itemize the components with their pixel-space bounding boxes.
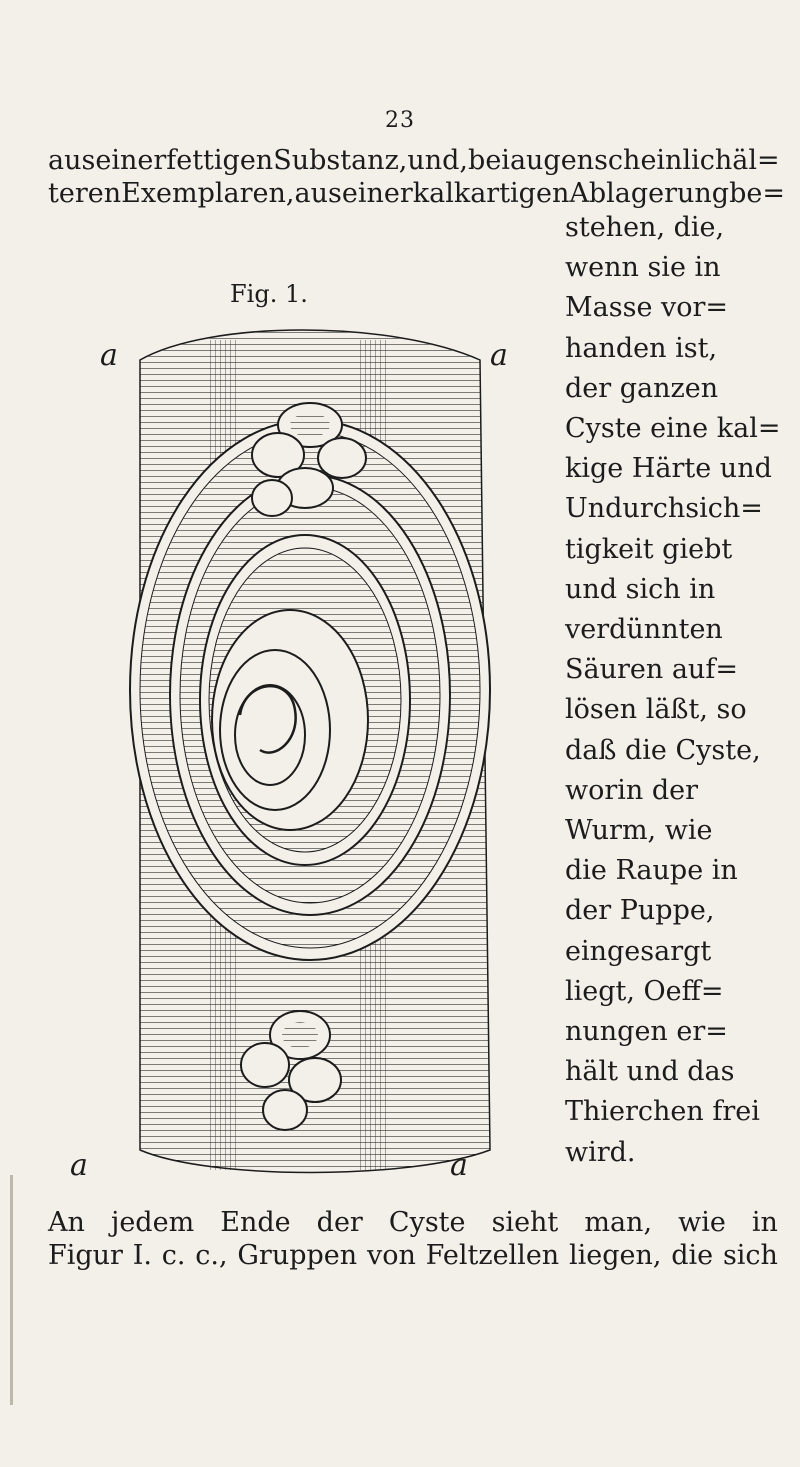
word: c.	[161, 1240, 186, 1271]
word: Substanz,	[273, 145, 408, 176]
column-line: hält und das	[565, 1056, 735, 1088]
word: teren	[48, 178, 122, 209]
figure-letter-bottom-right: a	[450, 1148, 468, 1183]
page-edge-rule	[10, 1175, 13, 1405]
word: einer	[95, 145, 167, 176]
word: sich	[722, 1240, 778, 1271]
figure-letter-bottom-left: a	[70, 1148, 88, 1183]
column-line: Thierchen frei	[565, 1096, 760, 1128]
column-line: Säuren auf=	[565, 654, 738, 686]
column-line: kige Härte und	[565, 453, 772, 485]
word: man,	[584, 1207, 653, 1238]
column-line: lösen läßt, so	[565, 694, 747, 726]
word: sieht	[491, 1207, 559, 1238]
text-line	[48, 145, 778, 177]
word: aus	[294, 178, 342, 209]
word: in	[751, 1207, 778, 1238]
word: jedem	[110, 1207, 195, 1238]
word: kalkartigen	[412, 178, 570, 209]
word: liegen,	[568, 1240, 662, 1271]
word: aus	[48, 145, 96, 176]
column-line: Masse vor=	[565, 292, 729, 324]
word: Cyste	[388, 1207, 466, 1238]
page-number: 23	[385, 108, 415, 133]
text-line	[48, 178, 785, 210]
word: Figur	[48, 1240, 123, 1271]
word: I.	[132, 1240, 152, 1271]
text-line	[48, 1240, 778, 1272]
cyst-drawing	[60, 320, 550, 1190]
column-line: tigkeit giebt	[565, 533, 733, 565]
word: An	[48, 1207, 85, 1238]
column-line: wenn sie in	[565, 252, 721, 284]
column-line: stehen, die,	[565, 212, 725, 243]
word: fettigen	[166, 145, 274, 176]
column-line: verdünnten	[565, 614, 723, 645]
column-line: worin der	[565, 774, 699, 806]
word: augenscheinlich	[509, 145, 733, 176]
word: c.,	[195, 1240, 228, 1271]
word: Ende	[220, 1207, 291, 1238]
column-line: Cyste eine kal=	[565, 413, 781, 444]
word: be=	[729, 178, 785, 209]
word: wie	[678, 1207, 726, 1238]
word: einer	[341, 178, 413, 209]
word: die	[671, 1240, 714, 1271]
column-line: handen ist,	[565, 332, 718, 364]
column-line: daß die Cyste,	[565, 734, 761, 766]
column-line: die Raupe in	[565, 855, 738, 887]
figure-letter-top-left: a	[100, 338, 118, 373]
word: von	[366, 1240, 416, 1271]
column-line: der ganzen	[565, 372, 719, 404]
column-line: Undurchsich=	[565, 493, 763, 525]
word: und,	[407, 145, 469, 176]
word: Gruppen	[237, 1240, 358, 1271]
figure-label: Fig. 1.	[230, 280, 308, 308]
word: äl=	[732, 145, 780, 176]
column-line: wird.	[565, 1136, 636, 1168]
cyst-illustration	[60, 320, 550, 1190]
word: der	[316, 1207, 363, 1238]
word: Exemplaren,	[121, 178, 295, 209]
word: Ablagerung	[569, 178, 730, 209]
word: bei	[468, 145, 510, 176]
text-line	[48, 1207, 778, 1239]
column-line: nungen er=	[565, 1016, 728, 1047]
word: Feltzellen	[425, 1240, 560, 1271]
figure-letter-top-right: a	[490, 338, 508, 373]
column-line: liegt, Oeff=	[565, 975, 724, 1007]
column-line: und sich in	[565, 573, 716, 605]
column-line: Wurm, wie	[565, 815, 713, 846]
column-line: der Puppe,	[565, 895, 715, 927]
column-line: eingesargt	[565, 935, 712, 967]
